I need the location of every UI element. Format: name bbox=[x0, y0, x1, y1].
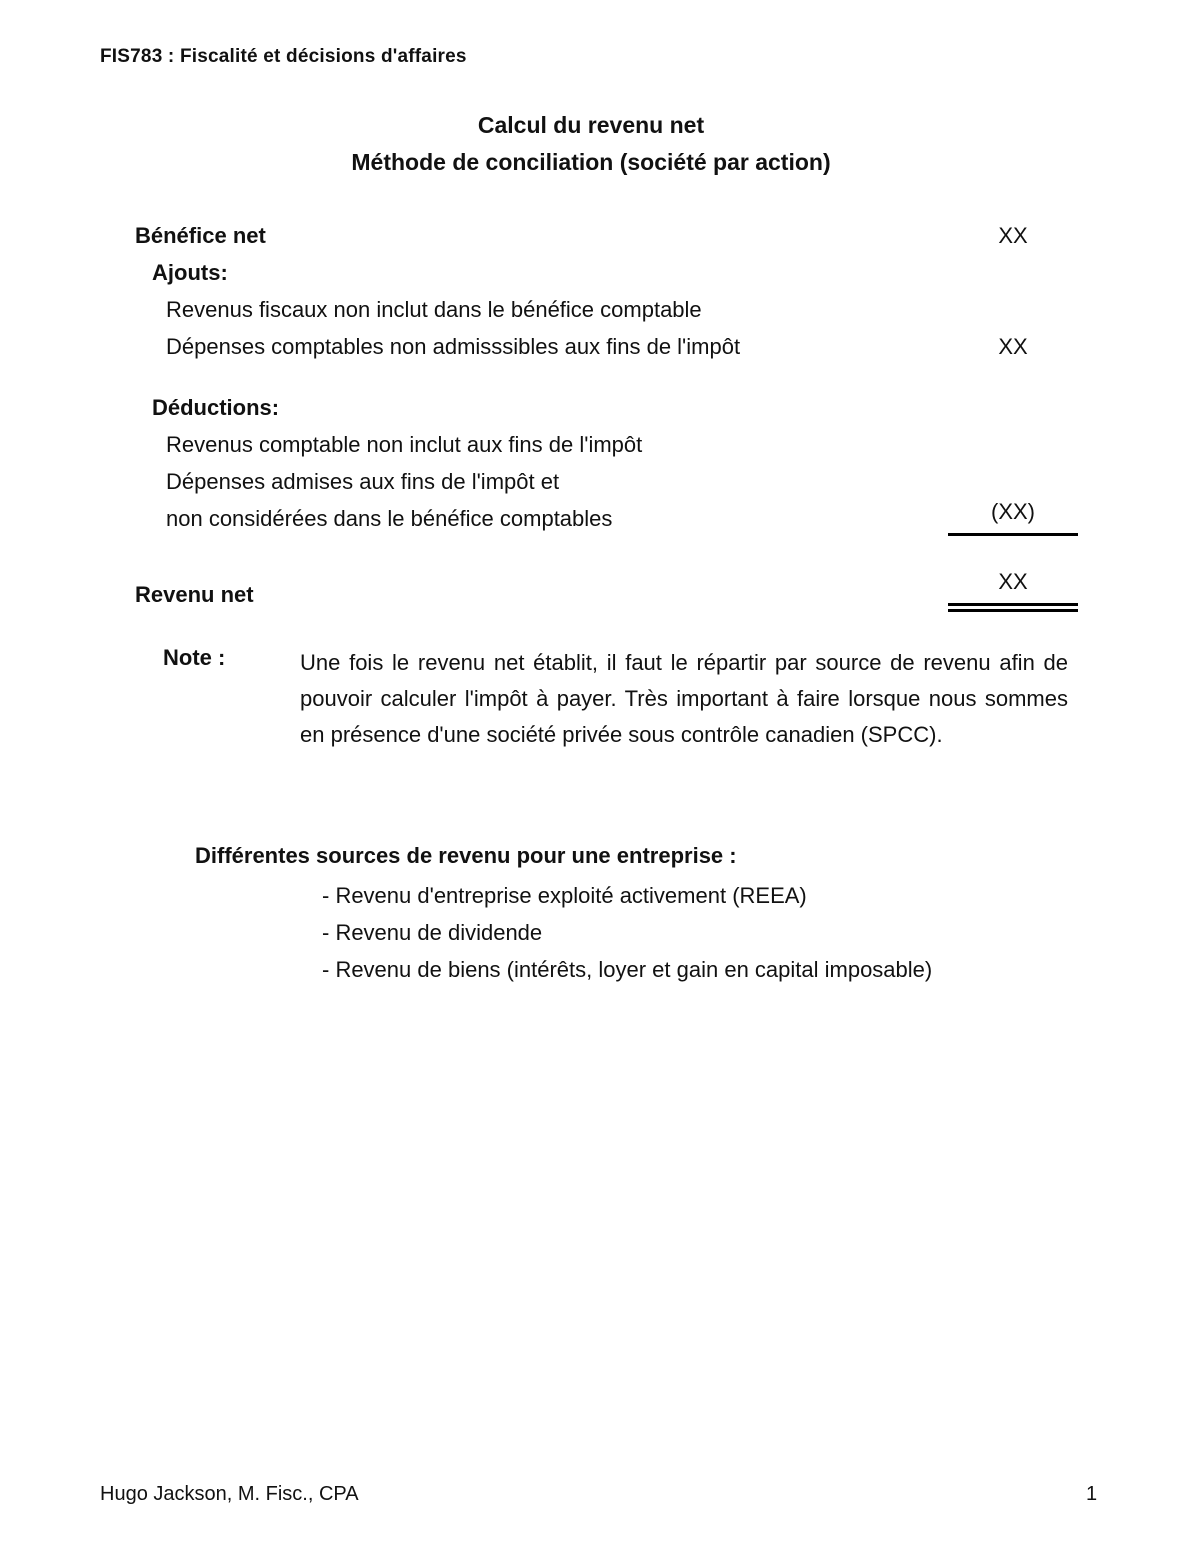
title-block bbox=[100, 107, 1082, 181]
statement-row-deductions-heading bbox=[135, 388, 1078, 425]
statement-row-benefice-net bbox=[135, 216, 1078, 253]
row-label: Dépenses comptables non admisssibles aux fins de l'impôt bbox=[166, 334, 741, 359]
source-item-reea: - Revenu d'entreprise exploité activement (REEA) bbox=[322, 883, 807, 908]
row-label: Revenus fiscaux non inclut dans le bénéfice comptable bbox=[166, 297, 702, 322]
row-amount: XX bbox=[998, 334, 1028, 359]
footer-page-number: 1 bbox=[1086, 1483, 1098, 1505]
statement-row-deduction-depenses-admises bbox=[135, 462, 1078, 499]
footer-author: Hugo Jackson, M. Fisc., CPA bbox=[100, 1483, 359, 1505]
row-label: Bénéfice net bbox=[135, 223, 266, 248]
statement-spacer bbox=[135, 364, 1078, 388]
source-item-dividende: - Revenu de dividende bbox=[322, 920, 543, 945]
row-label: Déductions: bbox=[152, 395, 280, 420]
sources-section bbox=[195, 837, 1075, 988]
note-label: Note : bbox=[163, 645, 226, 670]
row-amount: XX bbox=[998, 223, 1028, 248]
page-title-line2: Méthode de conciliation (société par action) bbox=[351, 149, 831, 175]
statement-row-ajout-depenses-comptables bbox=[135, 327, 1078, 364]
statement-row-deduction-non-considerees bbox=[135, 499, 1078, 536]
row-label: Ajouts: bbox=[152, 260, 228, 285]
statement-row-deduction-revenus-comptable bbox=[135, 425, 1078, 462]
statement-row-revenu-net bbox=[135, 569, 1078, 612]
sources-heading: Différentes sources de revenu pour une entreprise : bbox=[195, 843, 737, 868]
row-label: Dépenses admises aux fins de l'impôt et bbox=[166, 469, 560, 494]
statement-spacer bbox=[135, 536, 1078, 575]
course-header: FIS783 : Fiscalité et décisions d'affaires bbox=[100, 46, 467, 67]
row-label: Revenus comptable non inclut aux fins de l'impôt bbox=[166, 432, 643, 457]
source-item-biens: - Revenu de biens (intérêts, loyer et gain en capital imposable) bbox=[322, 957, 933, 982]
statement-row-ajouts-heading bbox=[135, 253, 1078, 290]
row-label: Revenu net bbox=[135, 582, 254, 607]
statement-row-ajout-revenus-fiscaux bbox=[135, 290, 1078, 327]
row-amount-double-underlined: XX bbox=[948, 565, 1078, 612]
note-text: Une fois le revenu net établit, il faut le répartir par source de revenu afin de pouvoir calculer l'impôt à payer. Très important à faire lorsque nous sommes en présence d'une société privée sous contrôle canadien (SPCC). bbox=[300, 650, 1068, 747]
sources-list bbox=[195, 877, 1075, 988]
page-title-line1: Calcul du revenu net bbox=[477, 112, 705, 138]
row-label: non considérées dans le bénéfice comptables bbox=[166, 506, 613, 531]
reconciliation-statement bbox=[135, 216, 1078, 612]
row-amount-underlined: (XX) bbox=[948, 495, 1078, 536]
